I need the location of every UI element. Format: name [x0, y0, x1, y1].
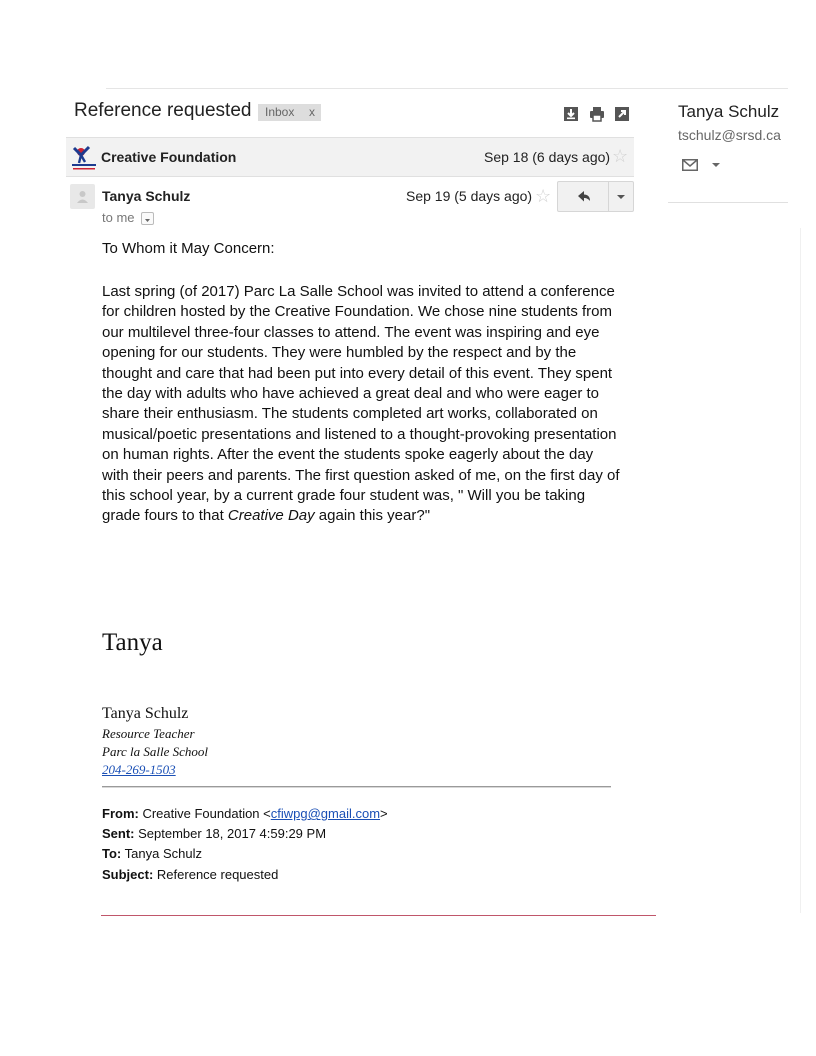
signature-divider	[102, 786, 611, 788]
sidebar-divider	[668, 202, 788, 203]
collapsed-message-date: Sep 18 (6 days ago)	[484, 149, 611, 165]
email-body-text-end: again this year?"	[314, 507, 431, 525]
signature-short-name: Tanya	[102, 629, 163, 656]
caret-down-icon[interactable]	[712, 161, 720, 169]
sender-name: Tanya Schulz	[102, 188, 191, 204]
email-body-emphasis: Creative Day	[227, 507, 315, 525]
quoted-to-line	[102, 846, 202, 861]
contact-email: tschulz@srsd.ca	[678, 127, 781, 143]
quoted-subject-value: Reference requested	[156, 867, 279, 882]
email-greeting: To Whom it May Concern:	[102, 240, 275, 257]
reply-icon	[558, 182, 608, 211]
quoted-subject-line	[102, 867, 278, 882]
star-icon[interactable]: ☆	[612, 146, 629, 166]
quoted-sent-value: September 18, 2017 4:59:29 PM	[138, 826, 327, 841]
collapsed-sender-name: Creative Foundation	[101, 149, 237, 165]
quoted-to-value: Tanya Schulz	[124, 846, 202, 861]
quoted-from-line	[102, 806, 388, 821]
quoted-from-email-link[interactable]: cfiwpg@gmail.com	[270, 806, 381, 821]
email-body-text: Last spring (of 2017) Parc La Salle School was invited to attend a conference for children hosted by the Creative Foundation. We chose nine students from our multilevel three-four classes to attend. The event was inspiring and eye opening for our students. They were humbled by the respect and by the thought and care that had been put into every detail of this event. They spent the day with adults who have achieved a great deal and who were eager to share their enthusiasm. The students completed art works, collaborated on musical/poetic presentations and listened to a thought-provoking presentation on human rights. After the event the students spoke eagerly about the day with their peers and parents. The first question asked of me, on the first day of this school year, by a current grade four student was, " Will you be taking grade fours to that	[102, 283, 620, 525]
quoted-from-name: Creative Foundation <	[142, 806, 271, 821]
signature-role: Resource Teacher	[102, 726, 195, 741]
quoted-sent-label: Sent:	[102, 826, 135, 841]
star-icon[interactable]: ☆	[535, 186, 552, 206]
quoted-from-label: From:	[102, 806, 139, 821]
message-end-divider	[101, 915, 656, 916]
caret-down-icon	[142, 215, 153, 226]
contact-name: Tanya Schulz	[678, 102, 780, 121]
message-date: Sep 19 (5 days ago)	[406, 188, 533, 204]
signature-school: Parc la Salle School	[102, 744, 209, 759]
show-details-dropdown[interactable]	[141, 212, 154, 225]
inbox-label-text: Inbox	[265, 105, 295, 119]
quoted-to-label: To:	[102, 846, 122, 861]
caret-down-icon	[609, 182, 633, 211]
quoted-from-end: >	[380, 806, 388, 821]
remove-label-icon[interactable]: x	[309, 105, 315, 119]
more-options-button[interactable]	[608, 181, 634, 212]
inbox-label[interactable]	[258, 104, 321, 121]
recipient-summary: to me	[102, 210, 135, 225]
top-divider	[106, 88, 788, 89]
creative-foundation-logo	[70, 143, 98, 173]
reply-button[interactable]	[557, 181, 609, 212]
download-icon[interactable]	[563, 106, 579, 122]
email-body-paragraph	[102, 282, 622, 527]
quoted-subject-label: Subject:	[102, 867, 154, 882]
quoted-sent-line	[102, 826, 326, 841]
print-icon[interactable]	[589, 106, 605, 122]
email-subject: Reference requested	[74, 100, 252, 121]
person-icon	[70, 184, 95, 209]
sender-avatar	[70, 184, 95, 209]
signature-phone-link[interactable]: 204-269-1503	[102, 762, 176, 777]
collapsed-message-row[interactable]	[66, 137, 634, 177]
panel-edge	[800, 228, 808, 913]
mail-icon[interactable]	[682, 159, 698, 171]
signature-full-name: Tanya Schulz	[102, 705, 189, 722]
open-in-new-window-icon[interactable]	[614, 106, 630, 122]
